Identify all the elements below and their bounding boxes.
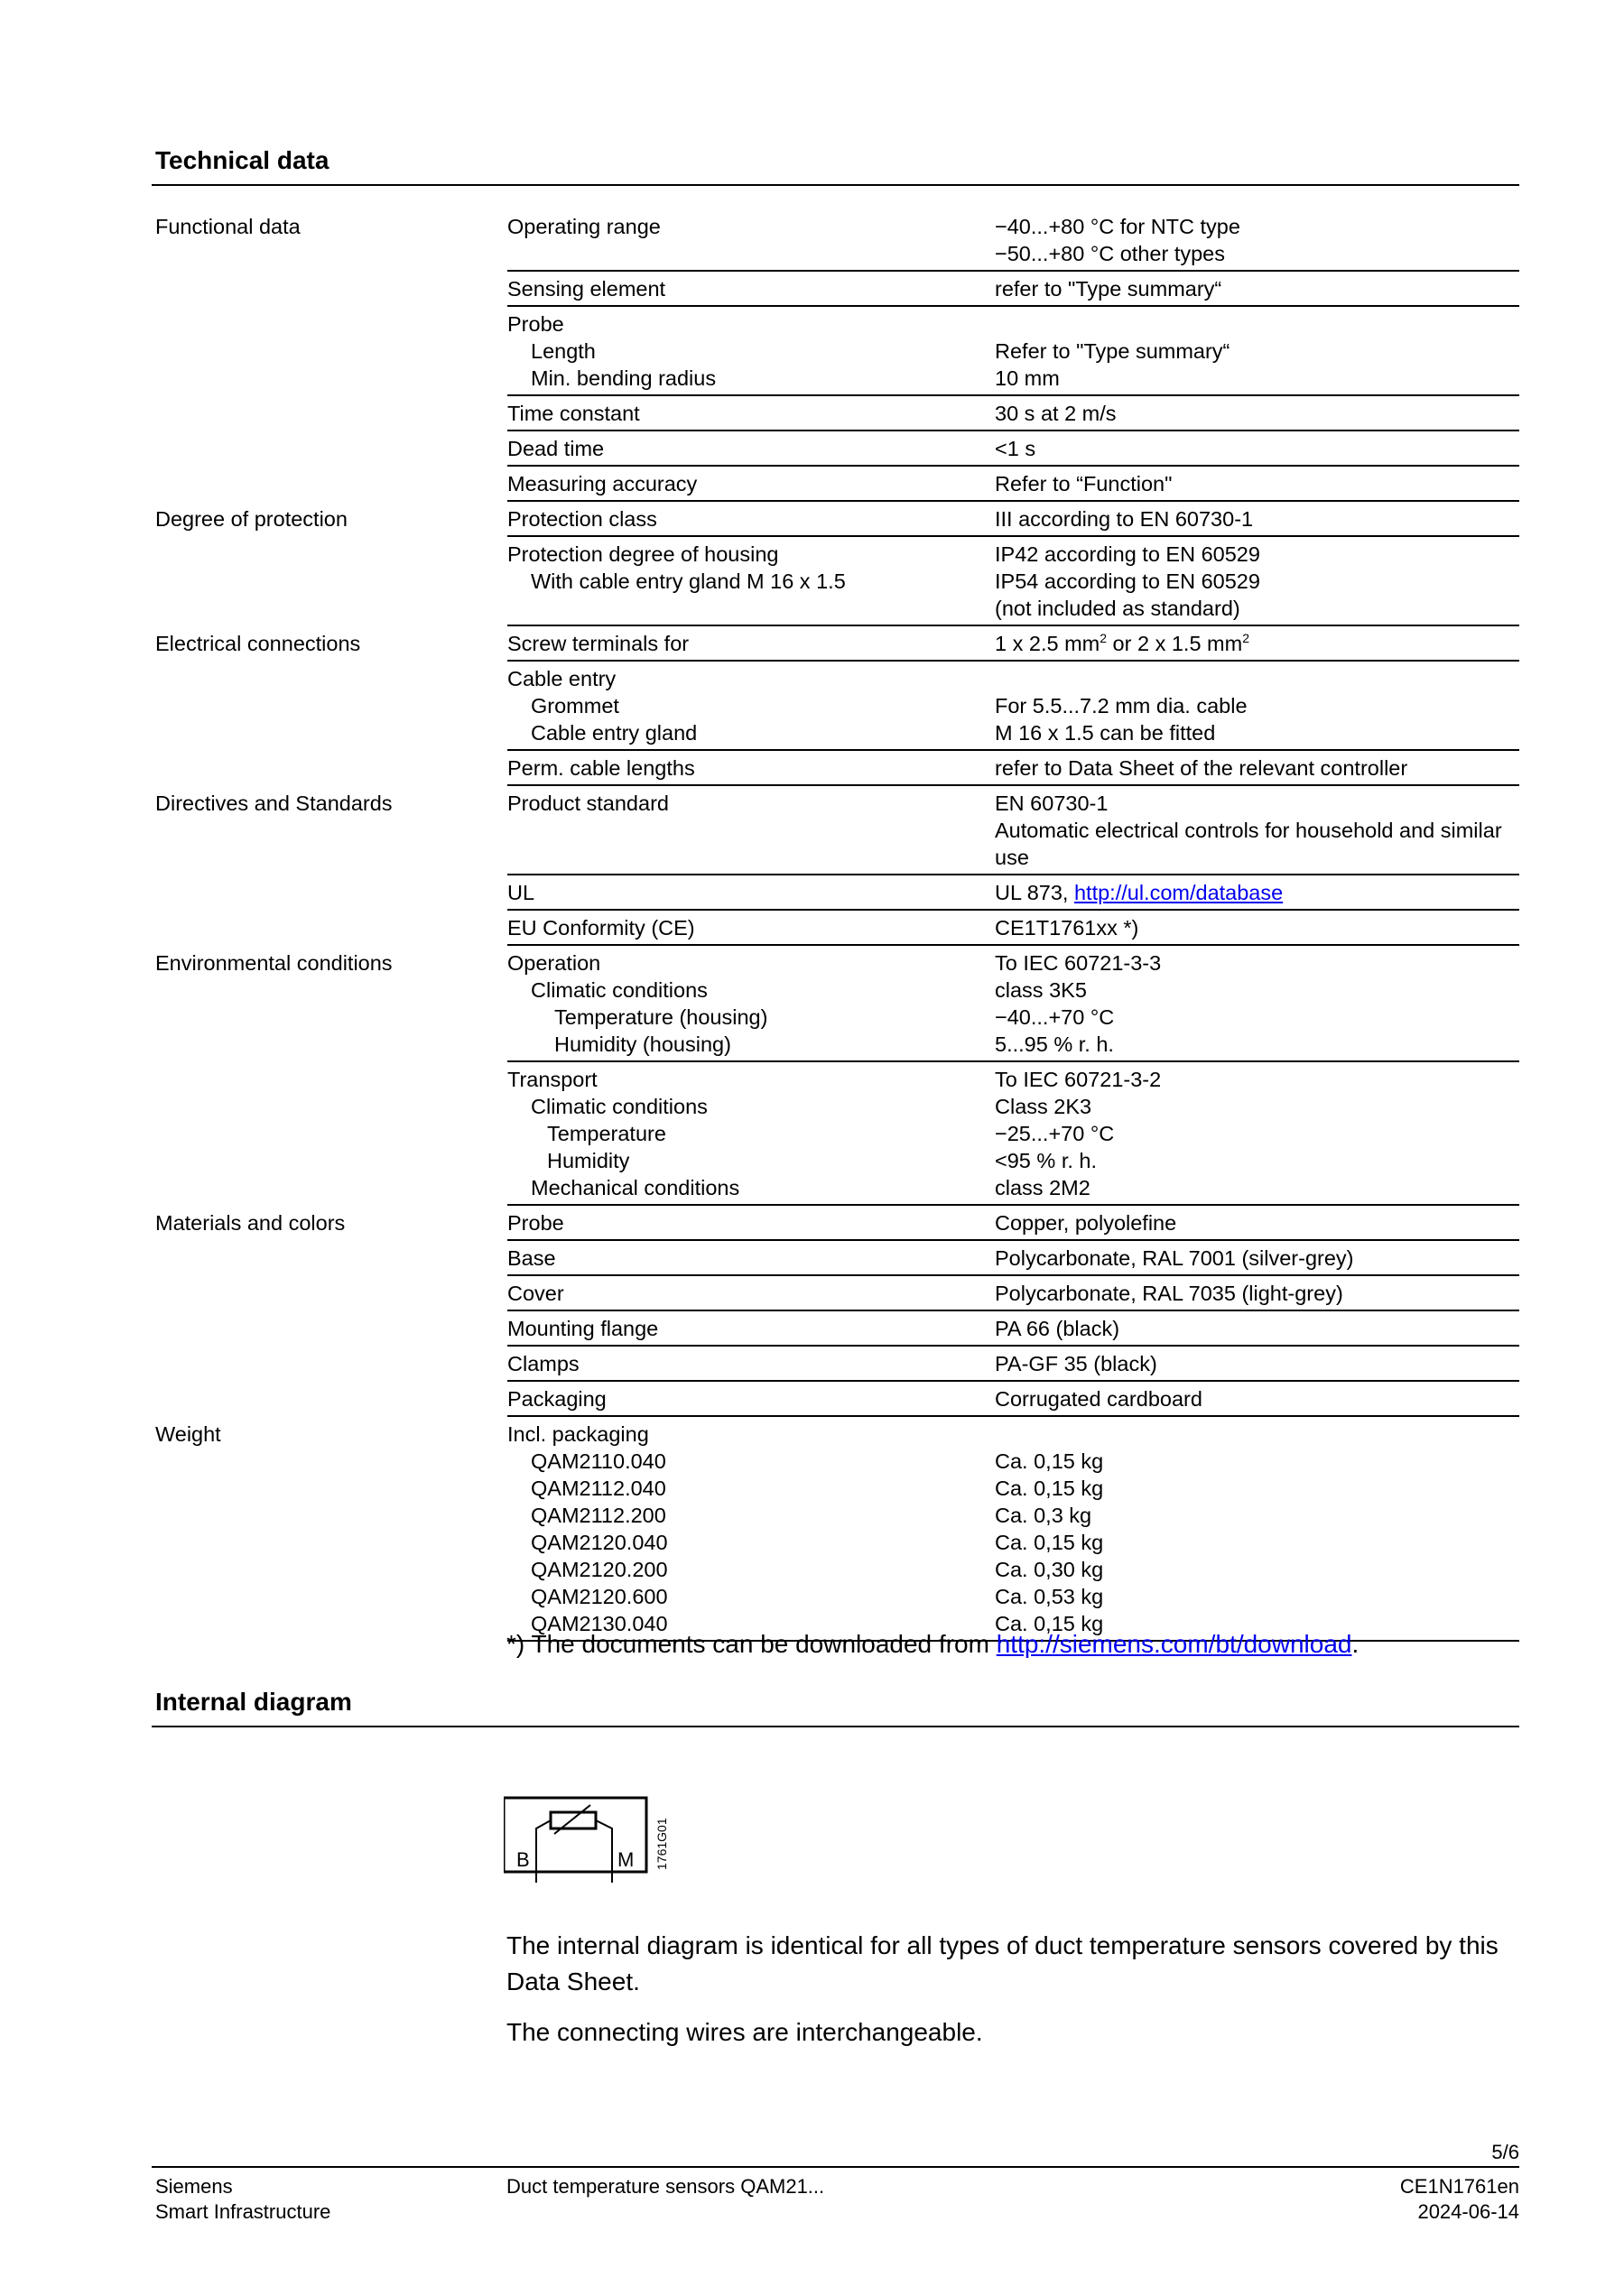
spec-value <box>995 879 1519 906</box>
spec-value-line: <95 % r. h. <box>995 1149 1098 1172</box>
spec-label <box>507 914 995 941</box>
spec-value <box>995 1315 1519 1342</box>
spec-value-line: (not included as standard) <box>995 597 1240 620</box>
spec-value <box>995 1280 1519 1307</box>
spec-label <box>507 630 995 657</box>
footer-doc-number: CE1N1761en <box>1399 2175 1519 2198</box>
spec-label-line: Temperature <box>547 1122 666 1145</box>
spec-label-line: Operation <box>507 951 601 975</box>
spec-value-line: Copper, polyolefine <box>995 1211 1177 1235</box>
spec-label-line: Dead time <box>507 437 605 460</box>
wire-m <box>596 1820 612 1883</box>
spec-rows <box>507 946 1519 1206</box>
spec-value-line: Ca. 0,30 kg <box>995 1558 1104 1581</box>
spec-row <box>507 396 1519 431</box>
spec-value <box>995 755 1519 782</box>
spec-value-text: 1 x 2.5 mm <box>995 632 1100 655</box>
footnote <box>506 1630 1359 1659</box>
spec-rows <box>507 1417 1519 1642</box>
spec-label-line: QAM2120.600 <box>531 1585 668 1608</box>
spec-value-line: Polycarbonate, RAL 7035 (light-grey) <box>995 1282 1343 1305</box>
spec-value <box>995 400 1519 427</box>
section-title-internal-diagram: Internal diagram <box>155 1688 352 1716</box>
spec-row <box>507 431 1519 467</box>
spec-value <box>995 630 1519 657</box>
spec-value-line: Ca. 0,15 kg <box>995 1531 1104 1554</box>
spec-label <box>507 949 995 1058</box>
spec-label <box>507 1245 995 1272</box>
spec-row <box>507 1276 1519 1311</box>
spec-value-line: −50...+80 °C other types <box>995 242 1226 265</box>
footer-rule <box>152 2166 1519 2168</box>
footer-division: Smart Infrastructure <box>155 2200 331 2223</box>
spec-label-line: QAM2130.040 <box>531 1612 668 1635</box>
spec-group <box>155 1206 1519 1417</box>
spec-category: Weight <box>155 1422 221 1446</box>
spec-row <box>507 1311 1519 1347</box>
terminal-m-label: M <box>617 1848 635 1871</box>
footer-date: 2024-06-14 <box>1417 2200 1519 2223</box>
spec-value-line: Ca. 0,15 kg <box>995 1477 1104 1500</box>
spec-value-line: 10 mm <box>995 366 1060 390</box>
spec-label-line: Length <box>531 339 596 363</box>
spec-label-line: Min. bending radius <box>531 366 717 390</box>
section-rule <box>152 184 1519 186</box>
superscript: 2 <box>1242 631 1250 646</box>
spec-value-line: Corrugated cardboard <box>995 1387 1202 1411</box>
spec-label-line: Cable entry <box>507 667 617 690</box>
spec-label <box>507 400 995 427</box>
section-rule <box>152 1726 1519 1727</box>
spec-value <box>995 310 1519 392</box>
spec-category: Environmental conditions <box>155 951 393 975</box>
spec-label-line: Packaging <box>507 1387 607 1411</box>
spec-value <box>995 470 1519 497</box>
spec-value-line <box>995 1421 1519 1448</box>
spec-label <box>507 435 995 462</box>
spec-label-line: Screw terminals for <box>507 632 690 655</box>
spec-value-line: PA 66 (black) <box>995 1317 1120 1340</box>
spec-label <box>507 665 995 746</box>
spec-value-line: −40...+80 °C for NTC type <box>995 215 1240 238</box>
spec-label-line: Climatic conditions <box>531 1095 708 1118</box>
spec-value-line <box>995 630 1519 657</box>
spec-value-text: or 2 x 1.5 mm <box>1107 632 1243 655</box>
footnote-text: *) The documents can be downloaded from <box>506 1630 997 1658</box>
spec-rows <box>507 209 1519 502</box>
spec-row <box>507 626 1519 662</box>
spec-label <box>507 213 995 267</box>
spec-rows <box>507 1206 1519 1417</box>
spec-rows <box>507 786 1519 946</box>
spec-value <box>995 213 1519 267</box>
spec-label <box>507 470 995 497</box>
spec-value <box>995 914 1519 941</box>
spec-label-line: Incl. packaging <box>507 1422 649 1446</box>
spec-label-line <box>507 240 995 267</box>
spec-value <box>995 435 1519 462</box>
spec-value <box>995 665 1519 746</box>
spec-value-line: III according to EN 60730-1 <box>995 507 1254 531</box>
spec-value <box>995 1209 1519 1236</box>
spec-value-line: Refer to “Function" <box>995 472 1173 495</box>
spec-row <box>507 662 1519 751</box>
spec-value <box>995 790 1519 871</box>
spec-value-line: 5...95 % r. h. <box>995 1032 1114 1056</box>
spec-label-line: Mechanical conditions <box>531 1176 740 1199</box>
internal-diagram <box>504 1796 684 1895</box>
spec-label <box>507 1315 995 1342</box>
footnote-end: . <box>1351 1630 1360 1658</box>
spec-label-line: Protection class <box>507 507 657 531</box>
spec-label-line: Time constant <box>507 402 640 425</box>
spec-row <box>507 1241 1519 1276</box>
spec-label-line: With cable entry gland M 16 x 1.5 <box>531 569 846 593</box>
spec-value <box>995 505 1519 532</box>
spec-rows <box>507 626 1519 786</box>
spec-value-line: refer to Data Sheet of the relevant controller <box>995 756 1408 780</box>
spec-label-line: Cover <box>507 1282 564 1305</box>
spec-value-line: To IEC 60721-3-3 <box>995 951 1162 975</box>
spec-value-line: Ca. 0,15 kg <box>995 1449 1104 1473</box>
spec-category: Materials and colors <box>155 1211 346 1235</box>
spec-value-line: CE1T1761xx *) <box>995 916 1139 940</box>
spec-label-line: Measuring accuracy <box>507 472 698 495</box>
spec-value-line: −40...+70 °C <box>995 1005 1115 1029</box>
terminal-b-label: B <box>516 1848 530 1871</box>
spec-value <box>995 1245 1519 1272</box>
diagram-code: 1761G01 <box>654 1818 669 1870</box>
spec-value-line: class 2M2 <box>995 1176 1090 1199</box>
spec-value-line: Ca. 0,15 kg <box>995 1612 1104 1635</box>
spec-label <box>507 1209 995 1236</box>
spec-value-line: Refer to "Type summary“ <box>995 339 1230 363</box>
spec-category: Electrical connections <box>155 632 361 655</box>
spec-label-line: Operating range <box>507 215 661 238</box>
spec-label <box>507 1350 995 1377</box>
spec-value-line: class 3K5 <box>995 978 1087 1002</box>
spec-label <box>507 1066 995 1201</box>
spec-label-line: Grommet <box>531 694 619 718</box>
spec-row <box>507 1206 1519 1241</box>
spec-label-line: Cable entry gland <box>531 721 698 745</box>
spec-group <box>155 502 1519 626</box>
spec-value-line: For 5.5...7.2 mm dia. cable <box>995 694 1248 718</box>
spec-value <box>995 1385 1519 1412</box>
spec-label-line: EU Conformity (CE) <box>507 916 695 940</box>
spec-value-line <box>995 665 1519 692</box>
spec-value-line: <1 s <box>995 437 1036 460</box>
spec-value-line: Class 2K3 <box>995 1095 1092 1118</box>
spec-row <box>507 911 1519 946</box>
spec-row <box>507 751 1519 786</box>
spec-label-line: Protection degree of housing <box>507 542 779 566</box>
spec-label <box>507 755 995 782</box>
diagram-paragraph-1: The internal diagram is identical for all types of duct temperature sensors covered by this Data Sheet. <box>506 1931 1499 1995</box>
spec-value-line: Ca. 0,3 kg <box>995 1504 1092 1527</box>
spec-value-line: −25...+70 °C <box>995 1122 1115 1145</box>
spec-value-line: IP42 according to EN 60529 <box>995 542 1260 566</box>
spec-value <box>995 1066 1519 1201</box>
spec-rows <box>507 502 1519 626</box>
technical-data-table <box>155 209 1519 1642</box>
spec-label-line: Transport <box>507 1068 598 1091</box>
download-link[interactable]: http://siemens.com/bt/download <box>996 1630 1352 1658</box>
spec-row <box>507 786 1519 875</box>
wire-b <box>536 1820 551 1883</box>
spec-group <box>155 626 1519 786</box>
spec-row <box>507 307 1519 396</box>
spec-row <box>507 502 1519 537</box>
spec-row <box>507 1417 1519 1642</box>
spec-value <box>995 949 1519 1058</box>
spec-category: Degree of protection <box>155 507 348 531</box>
spec-label-line: Probe <box>507 1211 564 1235</box>
ul-database-link[interactable]: http://ul.com/database <box>1073 881 1284 904</box>
spec-label <box>507 505 995 532</box>
spec-value <box>995 1350 1519 1377</box>
spec-row <box>507 1062 1519 1206</box>
spec-value-line: Ca. 0,53 kg <box>995 1585 1104 1608</box>
spec-value <box>995 541 1519 622</box>
spec-label <box>507 310 995 392</box>
spec-label-line: Temperature (housing) <box>554 1005 768 1029</box>
spec-row <box>507 875 1519 911</box>
spec-group <box>155 946 1519 1206</box>
superscript: 2 <box>1100 631 1108 646</box>
spec-label-line: Humidity (housing) <box>554 1032 731 1056</box>
spec-label-line: QAM2112.200 <box>531 1504 666 1527</box>
spec-label-line: UL <box>507 881 535 904</box>
spec-group <box>155 786 1519 946</box>
spec-label-line: Probe <box>507 312 564 336</box>
spec-label-line: QAM2110.040 <box>531 1449 666 1473</box>
spec-row <box>507 467 1519 502</box>
spec-label <box>507 275 995 302</box>
diagram-paragraph-2: The connecting wires are interchangeable. <box>506 2018 983 2046</box>
spec-label <box>507 879 995 906</box>
spec-row <box>507 209 1519 272</box>
spec-value-line: To IEC 60721-3-2 <box>995 1068 1162 1091</box>
spec-label-line: Humidity <box>547 1149 630 1172</box>
spec-row <box>507 272 1519 307</box>
spec-category: Functional data <box>155 215 301 238</box>
spec-value-line <box>995 879 1519 906</box>
spec-label <box>507 790 995 871</box>
spec-label-line: Sensing element <box>507 277 666 301</box>
spec-row <box>507 1347 1519 1382</box>
spec-row <box>507 537 1519 626</box>
spec-group <box>155 1417 1519 1642</box>
section-title-technical-data: Technical data <box>155 146 329 174</box>
spec-value-line: M 16 x 1.5 can be fitted <box>995 721 1216 745</box>
spec-value-text: UL 873, <box>995 881 1074 904</box>
spec-label-line: QAM2112.040 <box>531 1477 666 1500</box>
spec-label-line: QAM2120.040 <box>531 1531 668 1554</box>
spec-value-line: Automatic electrical controls for household and similar use <box>995 819 1502 869</box>
spec-label-line: QAM2120.200 <box>531 1558 668 1581</box>
spec-value <box>995 275 1519 302</box>
spec-label-line: Clamps <box>507 1352 580 1375</box>
spec-value-line <box>995 310 1519 338</box>
spec-value-line: Polycarbonate, RAL 7001 (silver-grey) <box>995 1246 1354 1270</box>
spec-label-line <box>507 595 995 622</box>
spec-value-line: 30 s at 2 m/s <box>995 402 1117 425</box>
spec-label-line: Base <box>507 1246 556 1270</box>
resistor-symbol <box>551 1812 596 1828</box>
page-number: 5/6 <box>1491 2141 1519 2163</box>
spec-row <box>507 946 1519 1062</box>
spec-label-line: Perm. cable lengths <box>507 756 695 780</box>
spec-label <box>507 541 995 622</box>
footer-doc-title: Duct temperature sensors QAM21... <box>506 2175 825 2198</box>
spec-value-line: refer to "Type summary“ <box>995 277 1222 301</box>
spec-label <box>507 1421 995 1637</box>
spec-label-line: Product standard <box>507 792 669 815</box>
footer-company: Siemens <box>155 2175 233 2198</box>
spec-value-line: IP54 according to EN 60529 <box>995 569 1260 593</box>
spec-label <box>507 1280 995 1307</box>
spec-group <box>155 209 1519 502</box>
spec-label <box>507 1385 995 1412</box>
spec-value-line: EN 60730-1 <box>995 792 1109 815</box>
spec-value <box>995 1421 1519 1637</box>
spec-category: Directives and Standards <box>155 792 393 815</box>
spec-label-line: Climatic conditions <box>531 978 708 1002</box>
spec-label-line: Mounting flange <box>507 1317 659 1340</box>
spec-row <box>507 1382 1519 1417</box>
spec-value-line: PA-GF 35 (black) <box>995 1352 1157 1375</box>
